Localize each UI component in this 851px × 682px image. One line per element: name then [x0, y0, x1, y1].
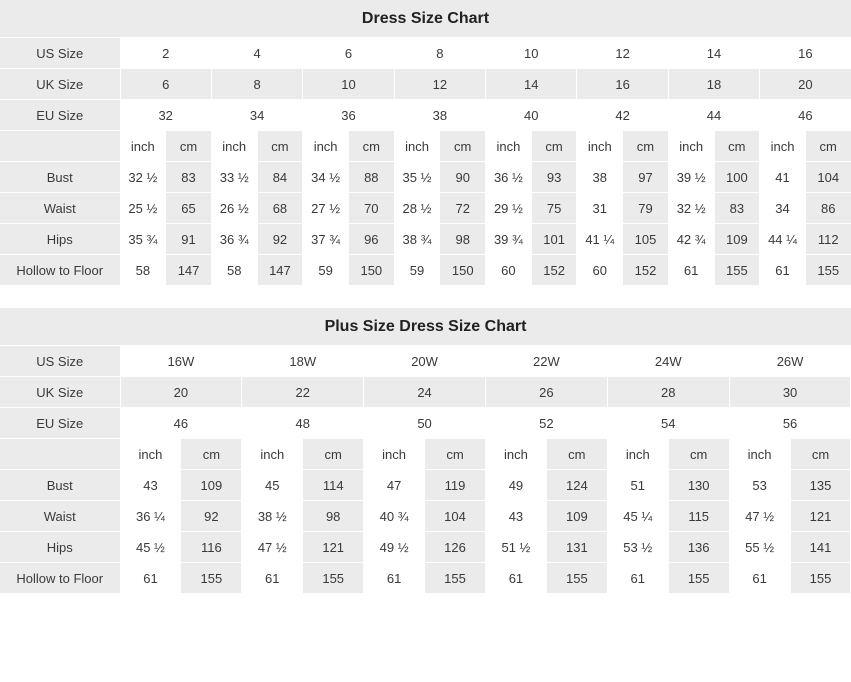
table-cell: 25 ½: [120, 193, 166, 224]
row-label: [0, 439, 120, 470]
unit-cell: cm: [805, 131, 851, 162]
table-cell: 36 ¼: [120, 501, 181, 532]
table-cell: 61: [760, 255, 806, 286]
table-cell: 41 ¼: [577, 224, 623, 255]
table-cell: 109: [546, 501, 607, 532]
table-row: [0, 38, 851, 69]
unit-cell: cm: [425, 439, 486, 470]
table-cell: 104: [805, 162, 851, 193]
table-cell: 130: [668, 470, 729, 501]
table-cell: 136: [668, 532, 729, 563]
table-cell: 93: [531, 162, 577, 193]
table-cell: 47: [364, 470, 425, 501]
table-cell: 49: [485, 470, 546, 501]
table-cell: 92: [257, 224, 303, 255]
table-cell: 32: [120, 100, 211, 131]
table-cell: 121: [303, 532, 364, 563]
table-cell: 43: [120, 470, 181, 501]
table-cell: 155: [805, 255, 851, 286]
table-cell: 101: [531, 224, 577, 255]
row-label: Bust: [0, 470, 120, 501]
table-cell: 42: [577, 100, 668, 131]
table-cell: 35 ¾: [120, 224, 166, 255]
table-cell: 51: [607, 470, 668, 501]
table-cell: 22W: [485, 346, 607, 377]
unit-cell: inch: [394, 131, 440, 162]
unit-cell: inch: [242, 439, 303, 470]
table-row: [0, 563, 851, 594]
table-cell: 29 ½: [486, 193, 532, 224]
unit-cell: cm: [531, 131, 577, 162]
table-cell: 27 ½: [303, 193, 349, 224]
table-cell: 16: [760, 38, 851, 69]
table-row: [0, 346, 851, 377]
size-chart-2: [0, 308, 851, 594]
table-cell: 75: [531, 193, 577, 224]
table-cell: 100: [714, 162, 760, 193]
row-label: Hollow to Floor: [0, 255, 120, 286]
unit-cell: cm: [303, 439, 364, 470]
row-label: EU Size: [0, 100, 120, 131]
table-cell: 51 ½: [485, 532, 546, 563]
table-cell: 35 ½: [394, 162, 440, 193]
unit-cell: inch: [486, 131, 532, 162]
table-cell: 30: [729, 377, 851, 408]
chart-title: Plus Size Dress Size Chart: [0, 308, 851, 346]
table-row: [0, 193, 851, 224]
unit-cell: inch: [364, 439, 425, 470]
table-cell: 38 ¾: [394, 224, 440, 255]
row-label: Bust: [0, 162, 120, 193]
table-cell: 14: [668, 38, 759, 69]
row-label: Hollow to Floor: [0, 563, 120, 594]
table-row: [0, 408, 851, 439]
table-cell: 34: [760, 193, 806, 224]
table-cell: 116: [181, 532, 242, 563]
table-cell: 8: [394, 38, 485, 69]
row-label: US Size: [0, 38, 120, 69]
table-cell: 32 ½: [120, 162, 166, 193]
table-cell: 40 ¾: [364, 501, 425, 532]
unit-cell: cm: [257, 131, 303, 162]
table-cell: 72: [440, 193, 486, 224]
table-cell: 26W: [729, 346, 851, 377]
table-cell: 98: [303, 501, 364, 532]
table-cell: 152: [623, 255, 669, 286]
table-cell: 155: [181, 563, 242, 594]
table-cell: 155: [546, 563, 607, 594]
table-cell: 10: [486, 38, 577, 69]
table-cell: 60: [577, 255, 623, 286]
table-row: [0, 501, 851, 532]
table-row: [0, 224, 851, 255]
table-cell: 90: [440, 162, 486, 193]
unit-cell: cm: [440, 131, 486, 162]
table-row: [0, 69, 851, 100]
table-row: [0, 100, 851, 131]
unit-cell: cm: [790, 439, 851, 470]
table-cell: 105: [623, 224, 669, 255]
row-label: UK Size: [0, 377, 120, 408]
table-cell: 39 ½: [668, 162, 714, 193]
table-cell: 79: [623, 193, 669, 224]
table-cell: 135: [790, 470, 851, 501]
table-cell: 96: [348, 224, 394, 255]
table-cell: 28 ½: [394, 193, 440, 224]
table-cell: 45 ¼: [607, 501, 668, 532]
table-cell: 42 ¾: [668, 224, 714, 255]
table-cell: 109: [181, 470, 242, 501]
table-cell: 54: [607, 408, 729, 439]
table-cell: 12: [394, 69, 485, 100]
table-cell: 97: [623, 162, 669, 193]
table-cell: 155: [425, 563, 486, 594]
section-divider: [0, 286, 851, 308]
table-cell: 4: [211, 38, 302, 69]
unit-cell: cm: [714, 131, 760, 162]
table-row-units: [0, 131, 851, 162]
table-cell: 98: [440, 224, 486, 255]
table-cell: 131: [546, 532, 607, 563]
table-cell: 14: [486, 69, 577, 100]
table-cell: 61: [120, 563, 181, 594]
table-cell: 126: [425, 532, 486, 563]
table-cell: 12: [577, 38, 668, 69]
table-cell: 60: [486, 255, 532, 286]
table-cell: 33 ½: [211, 162, 257, 193]
table-cell: 38 ½: [242, 501, 303, 532]
table-cell: 61: [485, 563, 546, 594]
table-cell: 20: [760, 69, 851, 100]
table-row: [0, 377, 851, 408]
table-cell: 150: [348, 255, 394, 286]
unit-cell: inch: [577, 131, 623, 162]
table-row: [0, 470, 851, 501]
unit-cell: cm: [181, 439, 242, 470]
table-cell: 124: [546, 470, 607, 501]
table-cell: 38: [577, 162, 623, 193]
table-cell: 38: [394, 100, 485, 131]
table-cell: 8: [211, 69, 302, 100]
table-cell: 61: [668, 255, 714, 286]
table-cell: 34: [211, 100, 302, 131]
table-cell: 32 ½: [668, 193, 714, 224]
unit-cell: cm: [668, 439, 729, 470]
table-row-units: [0, 439, 851, 470]
unit-cell: inch: [607, 439, 668, 470]
table-cell: 61: [729, 563, 790, 594]
table-cell: 16W: [120, 346, 242, 377]
table-cell: 10: [303, 69, 394, 100]
table-cell: 36 ½: [486, 162, 532, 193]
table-cell: 61: [607, 563, 668, 594]
row-label: Hips: [0, 532, 120, 563]
table-cell: 39 ¾: [486, 224, 532, 255]
table-cell: 104: [425, 501, 486, 532]
table-cell: 24W: [607, 346, 729, 377]
table-cell: 28: [607, 377, 729, 408]
table-cell: 58: [120, 255, 166, 286]
table-cell: 6: [303, 38, 394, 69]
unit-cell: inch: [760, 131, 806, 162]
table-cell: 61: [242, 563, 303, 594]
table-cell: 141: [790, 532, 851, 563]
table-cell: 52: [485, 408, 607, 439]
table-cell: 31: [577, 193, 623, 224]
row-label: Waist: [0, 193, 120, 224]
table-cell: 58: [211, 255, 257, 286]
table-cell: 155: [668, 563, 729, 594]
table-cell: 59: [394, 255, 440, 286]
table-cell: 48: [242, 408, 364, 439]
table-cell: 50: [364, 408, 486, 439]
table-cell: 41: [760, 162, 806, 193]
row-label: EU Size: [0, 408, 120, 439]
row-label: Hips: [0, 224, 120, 255]
table-cell: 91: [166, 224, 212, 255]
size-table: [0, 346, 851, 594]
table-cell: 43: [485, 501, 546, 532]
table-cell: 112: [805, 224, 851, 255]
table-cell: 36 ¾: [211, 224, 257, 255]
unit-cell: inch: [729, 439, 790, 470]
unit-cell: inch: [211, 131, 257, 162]
table-cell: 155: [714, 255, 760, 286]
table-cell: 53: [729, 470, 790, 501]
table-cell: 83: [714, 193, 760, 224]
table-cell: 155: [303, 563, 364, 594]
table-cell: 49 ½: [364, 532, 425, 563]
table-cell: 26: [485, 377, 607, 408]
table-cell: 20: [120, 377, 242, 408]
table-cell: 121: [790, 501, 851, 532]
table-cell: 86: [805, 193, 851, 224]
table-cell: 114: [303, 470, 364, 501]
table-cell: 44: [668, 100, 759, 131]
table-cell: 83: [166, 162, 212, 193]
table-cell: 40: [486, 100, 577, 131]
table-cell: 20W: [364, 346, 486, 377]
size-chart-1: [0, 0, 851, 286]
table-cell: 68: [257, 193, 303, 224]
unit-cell: cm: [348, 131, 394, 162]
table-cell: 2: [120, 38, 211, 69]
table-row: [0, 532, 851, 563]
table-cell: 34 ½: [303, 162, 349, 193]
unit-cell: cm: [546, 439, 607, 470]
table-cell: 147: [166, 255, 212, 286]
table-cell: 119: [425, 470, 486, 501]
row-label: [0, 131, 120, 162]
table-cell: 18W: [242, 346, 364, 377]
size-table: [0, 38, 851, 286]
table-cell: 45 ½: [120, 532, 181, 563]
table-cell: 22: [242, 377, 364, 408]
table-row: [0, 255, 851, 286]
table-cell: 24: [364, 377, 486, 408]
table-cell: 109: [714, 224, 760, 255]
table-cell: 59: [303, 255, 349, 286]
table-cell: 155: [790, 563, 851, 594]
unit-cell: inch: [120, 131, 166, 162]
unit-cell: cm: [623, 131, 669, 162]
table-cell: 92: [181, 501, 242, 532]
unit-cell: cm: [166, 131, 212, 162]
table-cell: 84: [257, 162, 303, 193]
table-cell: 61: [364, 563, 425, 594]
table-cell: 55 ½: [729, 532, 790, 563]
table-cell: 36: [303, 100, 394, 131]
chart-title: Dress Size Chart: [0, 0, 851, 38]
table-cell: 115: [668, 501, 729, 532]
unit-cell: inch: [485, 439, 546, 470]
table-cell: 18: [668, 69, 759, 100]
table-cell: 26 ½: [211, 193, 257, 224]
table-cell: 152: [531, 255, 577, 286]
table-cell: 70: [348, 193, 394, 224]
row-label: US Size: [0, 346, 120, 377]
table-cell: 47 ½: [242, 532, 303, 563]
unit-cell: inch: [668, 131, 714, 162]
table-cell: 46: [120, 408, 242, 439]
unit-cell: inch: [303, 131, 349, 162]
unit-cell: inch: [120, 439, 181, 470]
table-cell: 56: [729, 408, 851, 439]
table-cell: 65: [166, 193, 212, 224]
table-cell: 147: [257, 255, 303, 286]
table-cell: 47 ½: [729, 501, 790, 532]
row-label: UK Size: [0, 69, 120, 100]
table-cell: 44 ¼: [760, 224, 806, 255]
table-cell: 45: [242, 470, 303, 501]
table-cell: 53 ½: [607, 532, 668, 563]
table-cell: 88: [348, 162, 394, 193]
table-cell: 46: [760, 100, 851, 131]
table-cell: 16: [577, 69, 668, 100]
table-cell: 150: [440, 255, 486, 286]
table-cell: 6: [120, 69, 211, 100]
table-row: [0, 162, 851, 193]
table-cell: 37 ¾: [303, 224, 349, 255]
row-label: Waist: [0, 501, 120, 532]
